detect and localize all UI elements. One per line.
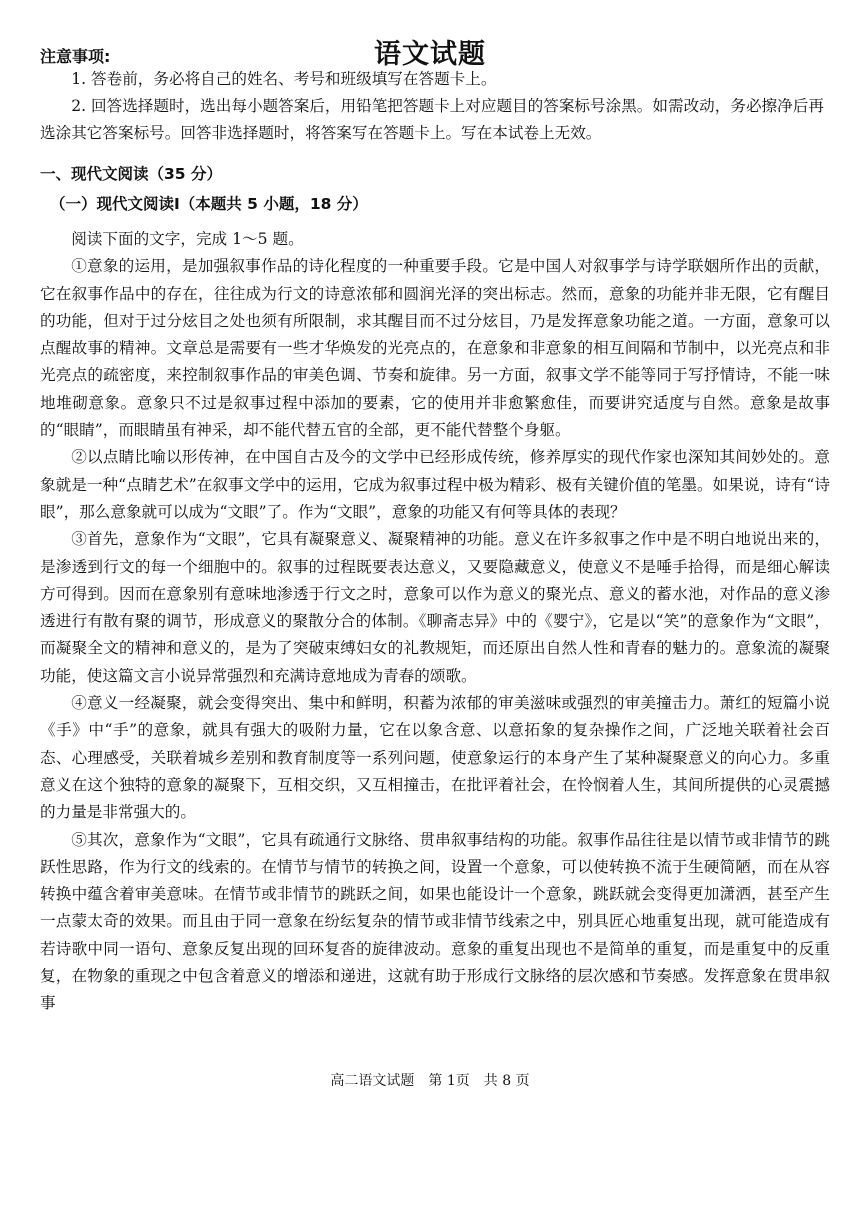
- passage-paragraph-3: ③首先，意象作为“文眼”，它具有凝聚意义、凝聚精神的功能。意义在许多叙事之作中是不明白地说出来的，是渗透到行文的每一个细胞中的。叙事的过程既要表达意义，又要隐藏意义，使意义不是唾手拾得，而是细心解读方可得到。因而在意象别有意味地渗透于行文之时，意象可以作为意义的聚光点、意义的蓄水池，对作品的意义渗透进行有散有聚的调节，形成意义的聚散分合的体制。《聊斋志异》中的《婴宁》，它是以“笑”的意象作为“文眼”，而凝聚全文的精神和意义的，是为了突破束缚妇女的礼教规矩，而还原出自然人性和青春的魅力的。意象流的凝聚功能，使这篇文言小说异常强烈和充满诗意地成为青春的颂歌。: [40, 530, 830, 685]
- notice-label: 注意事项:: [40, 47, 111, 66]
- instruction-text: 1. 答卷前，务必将自己的姓名、考号和班级填写在答题卡上。: [71, 70, 497, 88]
- section-subtitle: （一）现代文阅读Ⅰ（本题共 5 小题，18 分）: [50, 195, 368, 213]
- instruction-2: [40, 93, 830, 147]
- reading-passage: [40, 226, 830, 1018]
- passage-paragraph-1: ①意象的运用，是加强叙事作品的诗化程度的一种重要手段。它是中国人对叙事学与诗学联姻所作出的贡献，它在叙事作品中的存在，往往成为行文的诗意浓郁和圆润光泽的突出标志。然而，意象的功能并非无限，它有醒目的功能，但对于过分炫目之处也须有所限制，求其醒目而不过分炫目，乃是发挥意象功能之道。一方面，意象可以点醒故事的精神。文章总是需要有一些才华焕发的光亮点的，在意象和非意象的相互间隔和节制中，以光亮点和非光亮点的疏密度，来控制叙事作品的审美色调、节奏和旋律。另一方面，叙事文学不能等同于写抒情诗，不能一味地堆砌意象。意象只不过是叙事过程中添加的要素，它的使用并非愈繁愈佳，而要讲究适度与自然。意象是故事的“眼睛”，而眼睛虽有神采，却不能代替五官的全部，更不能代替整个身躯。: [40, 257, 830, 440]
- page-footer: 高二语文试题 第 1页 共 8 页: [330, 1073, 530, 1089]
- passage-intro: 阅读下面的文字，完成 1～5 题。: [71, 230, 304, 248]
- passage-paragraph-2: ②以点睛比喻以形传神，在中国自古及今的文学中已经形成传统，修养厚实的现代作家也深知其间妙处的。意象就是一种“点睛艺术”在叙事文学中的运用，它成为叙事过程中极为精彩、极有关键价值的笔墨。如果说，诗有“诗眼”，那么意象就可以成为“文眼”了。作为“文眼”，意象的功能又有何等具体的表现？: [40, 448, 830, 521]
- instruction-1: [40, 66, 830, 93]
- instruction-text: 2. 回答选择题时，选出每小题答案后，用铅笔把答题卡上对应题目的答案标号涂黑。如需改动，务必擦净后再选涂其它答案标号。回答非选择题时，将答案写在答题卡上。写在本试卷上无效。: [40, 97, 824, 142]
- passage-paragraph-5: ⑤其次，意象作为“文眼”，它具有疏通行文脉络、贯串叙事结构的功能。叙事作品往往是以情节或非情节的跳跃性思路，作为行文的线索的。在情节与情节的转换之间，设置一个意象，可以使转换不流于生硬简陋，而在从容转换中蕴含着审美意味。在情节或非情节的跳跃之间，如果也能设计一个意象，跳跃就会变得更加潇洒，甚至产生一点蒙太奇的效果。而且由于同一意象在纷纭复杂的情节或非情节线索之中，别具匠心地重复出现，就可能造成有若诗歌中同一语句、意象反复出现的回环复沓的旋律波动。意象的重复出现也不是简单的重复，而是重复中的反重复，在物象的重现之中包含着意义的增添和递进，这就有助于形成行文脉络的层次感和节奏感。发挥意象在贯串叙事: [40, 830, 830, 1013]
- page-title: 语文试题: [374, 39, 486, 70]
- section-title: 一、现代文阅读（35 分）: [40, 165, 222, 183]
- passage-paragraph-4: ④意义一经凝聚，就会变得突出、集中和鲜明，积蓄为浓郁的审美滋味或强烈的审美撞击力。萧红的短篇小说《手》中“手”的意象，就具有强大的吸附力量，它在以象含意、以意拓象的复杂操作之间，广泛地关联着社会百态、心理感受，关联着城乡差别和教育制度等一系列问题，使意象运行的本身产生了某种凝聚意义的向心力。多重意义在这个独特的意象的凝聚下，互相交织，又互相撞击，在批评着社会，在怜悯着人生，其间所提供的心灵震撼的力量是非常强大的。: [40, 694, 830, 822]
